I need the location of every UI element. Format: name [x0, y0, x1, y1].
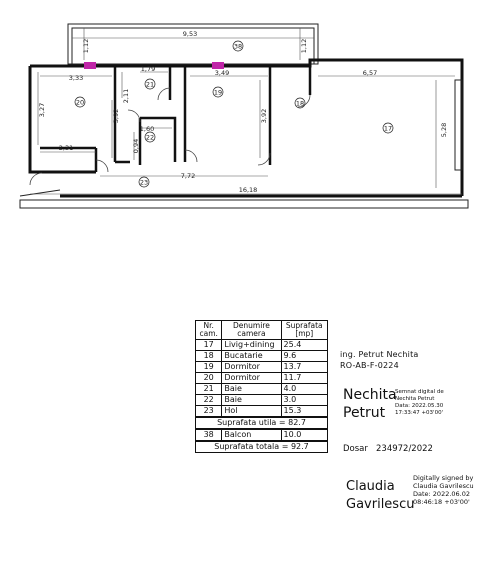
dim-width-22: 1,60: [139, 125, 155, 133]
signature-line: Gavrilescu: [346, 497, 415, 512]
signature-line: Nechita: [343, 387, 397, 403]
note-line: Claudia Gavrilescu: [413, 482, 474, 490]
table-total-row: [196, 441, 328, 453]
col-header-name: Denumire camera: [222, 321, 281, 340]
cell-name: Hol: [222, 406, 281, 418]
dim-width-17: 6,57: [362, 69, 378, 77]
col-header-nr: Nr. cam.: [196, 321, 222, 340]
dim-height-20: 3,27: [38, 102, 46, 118]
col-header-area: Suprafata [mp]: [281, 321, 327, 340]
room-area-table: [195, 320, 328, 453]
cell-name: Balcon: [222, 429, 281, 441]
cell-nr: 20: [196, 373, 222, 384]
dim-height-19: 3,92: [260, 108, 268, 124]
usable-area: Suprafata utila = 82.7: [196, 417, 328, 429]
room-label-21: [145, 79, 155, 89]
svg-text:19: 19: [213, 88, 223, 97]
outer-walls: [30, 60, 462, 196]
dosar-value: 234972/2022: [376, 444, 433, 454]
cell-area: 11.7: [281, 373, 327, 384]
table-row: [196, 406, 328, 418]
dim-bottom-hall: 7,72: [180, 172, 196, 180]
dim-bottom-20: 2,31: [58, 144, 74, 152]
room-label-18: [295, 98, 305, 108]
cell-area: 3.0: [281, 395, 327, 406]
dim-height-17: 5,28: [440, 122, 448, 138]
table-row: [196, 340, 328, 351]
table-row: [196, 429, 328, 441]
svg-text:23: 23: [139, 178, 149, 187]
room-label-22: [145, 132, 155, 142]
cell-nr: 22: [196, 395, 222, 406]
dim-width-20: 3,33: [68, 74, 84, 82]
cell-nr: 21: [196, 384, 222, 395]
cell-nr: 38: [196, 429, 222, 441]
floor-plan: [0, 0, 484, 240]
cell-area: 4.0: [281, 384, 327, 395]
cell-nr: 18: [196, 351, 222, 362]
door-swings: [30, 88, 310, 185]
room-label-19: [213, 87, 223, 97]
note-line: 08:46:18 +03'00': [413, 498, 470, 506]
note-line: Nechita Petrut: [395, 396, 435, 402]
dim-top-total: 9,53: [182, 30, 198, 38]
table-header-row: [196, 321, 328, 340]
note-line: Date: 2022.06.02: [413, 490, 471, 498]
dim-total-length: 16,18: [238, 186, 258, 194]
table-row: [196, 373, 328, 384]
signature-nechita: [343, 386, 397, 422]
signature-line: Petrut: [343, 405, 386, 421]
dim-height-21: 2,11: [122, 88, 130, 104]
total-area: Suprafata totala = 92.7: [196, 441, 328, 453]
dim-balcony-left: 1,12: [82, 38, 90, 54]
cell-name: Baie: [222, 384, 281, 395]
table-row: [196, 384, 328, 395]
dim-width-19: 3,49: [214, 69, 230, 77]
cell-name: Dormitor: [222, 362, 281, 373]
cell-area: 13.7: [281, 362, 327, 373]
cell-name: Livig+dining: [222, 340, 281, 351]
dim-height-hall: 3,92: [112, 108, 120, 124]
room-label-20: [75, 97, 85, 107]
note-line: Semnat digital de: [395, 389, 444, 395]
engineer-code: RO-AB-F-0224: [340, 361, 399, 370]
cell-area: 10.0: [281, 429, 327, 441]
dosar-number: [343, 444, 433, 454]
cell-name: Bucatarie: [222, 351, 281, 362]
signature-line: Claudia: [346, 479, 395, 494]
room-label-17: [383, 123, 393, 133]
signature-nechita-note: [395, 389, 444, 417]
cell-nr: 19: [196, 362, 222, 373]
svg-text:20: 20: [75, 98, 85, 107]
cell-name: Dormitor: [222, 373, 281, 384]
table-row: [196, 362, 328, 373]
note-line: Digitally signed by: [413, 474, 474, 482]
room-label-23: [139, 177, 149, 187]
svg-text:17: 17: [383, 124, 393, 133]
table-row: [196, 395, 328, 406]
dosar-label: Dosar: [343, 444, 368, 454]
cell-area: 15.3: [281, 406, 327, 418]
cell-nr: 23: [196, 406, 222, 418]
note-line: Data: 2022.05.30: [395, 403, 444, 409]
table-row: [196, 351, 328, 362]
dim-width-21: 1,79: [140, 65, 156, 73]
svg-text:18: 18: [295, 99, 305, 108]
room-label-38: [233, 41, 243, 51]
dim-balcony-right: 1,12: [300, 38, 308, 54]
dim-height-22: 0,94: [132, 138, 140, 154]
svg-text:38: 38: [233, 42, 243, 51]
note-line: 17:33:47 +03'00': [395, 410, 444, 416]
engineer-name: ing. Petrut Nechita: [340, 350, 419, 359]
table-total-row: [196, 417, 328, 429]
cell-area: 9.6: [281, 351, 327, 362]
cell-name: Baie: [222, 395, 281, 406]
signature-gavrilescu: [346, 478, 414, 514]
cell-area: 25.4: [281, 340, 327, 351]
signature-gavrilescu-note: [413, 474, 474, 506]
svg-text:21: 21: [145, 80, 155, 89]
engineer-info: [340, 349, 419, 371]
cell-nr: 17: [196, 340, 222, 351]
svg-text:22: 22: [145, 133, 155, 142]
